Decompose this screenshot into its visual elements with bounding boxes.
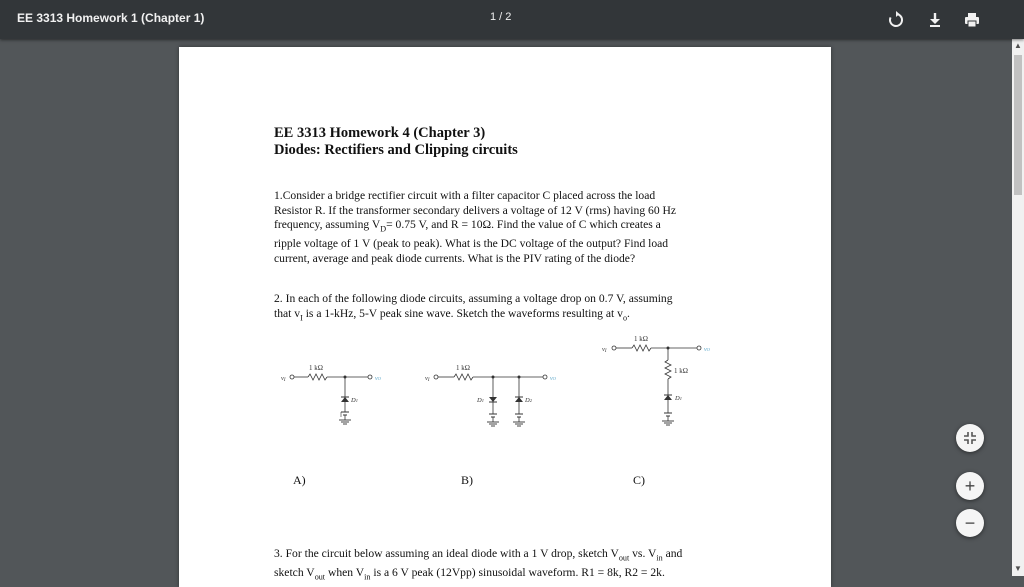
pdf-page	[179, 47, 831, 587]
fit-page-icon	[963, 431, 977, 445]
svg-text:vI: vI	[425, 375, 430, 383]
question-3	[274, 547, 754, 585]
heading-line-2: Diodes: Rectifiers and Clipping circuits	[274, 142, 518, 158]
circuit-c-label: C)	[633, 473, 645, 487]
vertical-scrollbar[interactable]	[1012, 39, 1024, 576]
q1-line: current, average and peak diode currents. What is the PIV rating of the diode?	[274, 251, 636, 265]
scrollbar-thumb[interactable]	[1014, 55, 1022, 195]
q1-line: ripple voltage of 1 V (peak to peak). What is the DC voltage of the output? Find load	[274, 237, 669, 251]
circuit-b-label: B)	[461, 473, 473, 487]
heading-line-1: EE 3313 Homework 4 (Chapter 3)	[274, 125, 486, 141]
q2-line: that $v_I$ is a 1-kHz, 5-V peak sine wave. Sketch the waveforms resulting at $v_o$.	[274, 306, 630, 322]
download-icon[interactable]	[925, 10, 945, 30]
svg-text:D1: D1	[351, 397, 358, 404]
document-heading	[274, 125, 518, 159]
svg-text:D1: D1	[477, 397, 484, 404]
circuit-b-diagram	[419, 357, 569, 447]
q1-line: frequency, assuming $V_D= 0.75$ V, and R = 10Ω. Find the value of C which creates a	[274, 218, 661, 234]
circuit-a-label: A)	[293, 473, 306, 487]
svg-text:vO: vO	[550, 376, 556, 382]
q3-line: 3. For the circuit below assuming an ideal diode with a 1 V drop, sketch $V_{out}$ vs. $V_{in}$ and	[274, 547, 683, 563]
svg-text:vO: vO	[375, 376, 381, 382]
svg-text:vI: vI	[281, 375, 286, 383]
zoom-out-icon: −	[964, 513, 976, 533]
question-1	[274, 189, 744, 266]
page-indicator: 1 / 2	[490, 11, 512, 23]
svg-text:D2: D2	[525, 397, 532, 404]
pdf-toolbar	[0, 0, 1024, 39]
q1-line: Resistor R. If the transformer secondary delivers a voltage of 12 V (rms) having 60 Hz	[274, 203, 677, 217]
circuit-c-diagram	[594, 327, 744, 442]
circuit-a-diagram	[274, 357, 399, 442]
svg-text:vO: vO	[704, 347, 710, 353]
svg-text:1 kΩ: 1 kΩ	[309, 364, 323, 372]
zoom-out-button[interactable]	[956, 509, 984, 537]
question-2	[274, 292, 744, 326]
rotate-icon[interactable]	[886, 10, 906, 30]
print-icon[interactable]	[962, 10, 982, 30]
q3-line: sketch $V_{out}$ when $V_{in}$ is a 6 V peak (12Vpp) sinusoidal waveform. R1 = 8k, R2 = 2k.	[274, 565, 665, 582]
svg-text:1 kΩ: 1 kΩ	[634, 335, 648, 343]
svg-text:1 kΩ: 1 kΩ	[456, 364, 470, 372]
zoom-in-button[interactable]	[956, 472, 984, 500]
svg-text:D1: D1	[675, 395, 682, 402]
scroll-up-arrow-icon[interactable]: ▲	[1014, 41, 1022, 50]
scroll-down-arrow-icon[interactable]: ▼	[1014, 564, 1022, 573]
q2-line: 2. In each of the following diode circuits, assuming a voltage drop on 0.7 V, assuming	[274, 292, 673, 305]
svg-text:vI: vI	[602, 346, 607, 354]
zoom-in-icon: +	[964, 476, 976, 496]
svg-text:1 kΩ: 1 kΩ	[674, 367, 688, 375]
fit-page-button[interactable]	[956, 424, 984, 452]
q1-line: 1.Consider a bridge rectifier circuit with a filter capacitor C placed across the load	[274, 189, 656, 202]
document-title: EE 3313 Homework 1 (Chapter 1)	[17, 11, 205, 25]
